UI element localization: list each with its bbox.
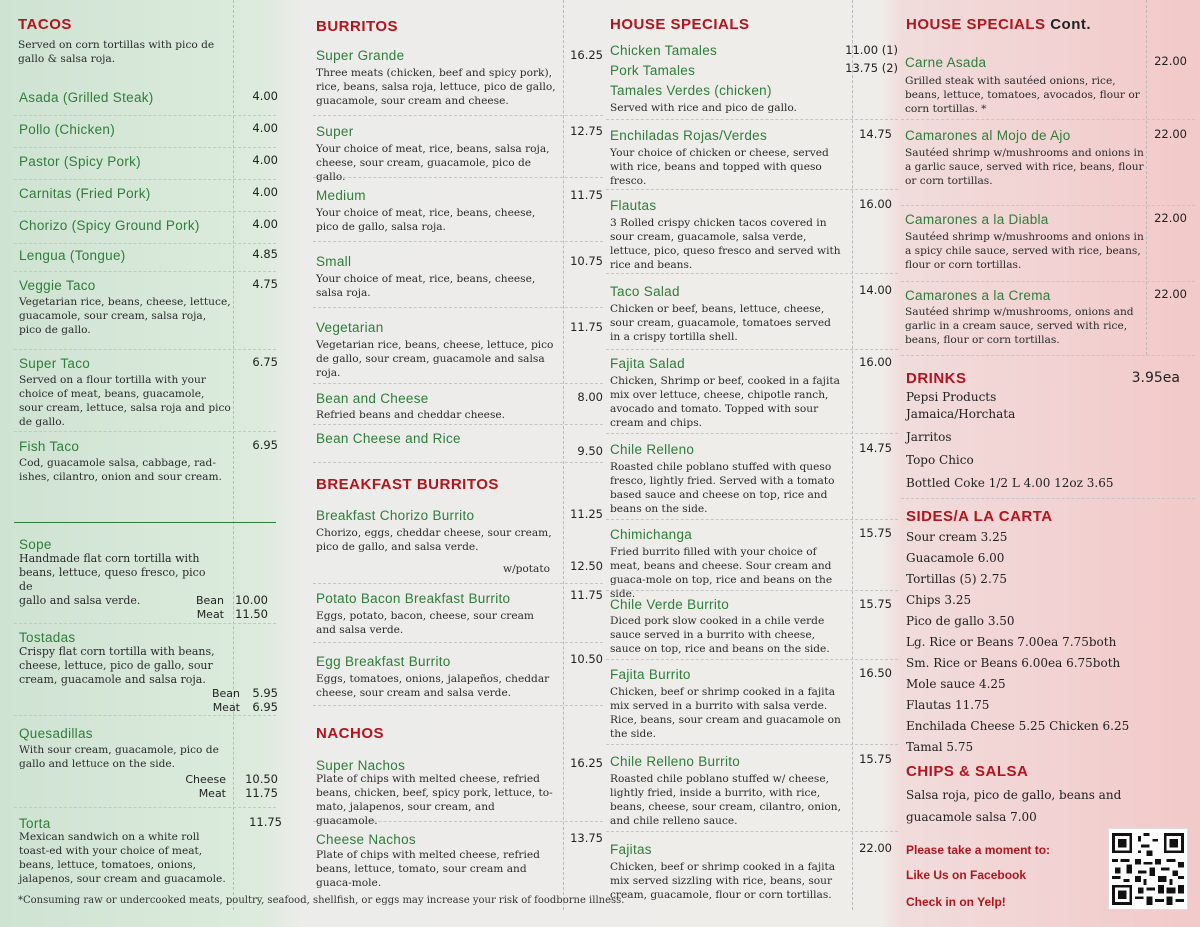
- menu-item: Chile Relleno Roasted chile poblano stuffed with queso fresco, lightly fried. Served with a tomato based sauce and cheese on top, rice and beans on the side. 14.75: [606, 438, 898, 520]
- menu-item: Asada (Grilled Steak) 4.00: [14, 86, 276, 116]
- menu-item: Super Your choice of meat, rice, beans, salsa roja, cheese, sour cream, guacamole, pico de gallo. 12.75: [313, 120, 603, 178]
- side-item: Enchilada Cheese 5.25 Chicken 6.25: [906, 719, 1130, 733]
- side-item: Chips 3.25: [906, 593, 972, 607]
- menu-item: Veggie Taco Vegetarian rice, beans, cheese, lettuce, guacamole, sour cream, salsa roja, pico de gallo. 4.75: [14, 274, 276, 350]
- drink-item: Jarritos: [906, 430, 952, 444]
- qr-code-icon[interactable]: [1108, 828, 1188, 910]
- menu-item-tamales: Chicken Tamales 11.00 (1) Pork Tamales 13.75 (2) Tamales Verdes (chicken) Served with rice and pico de gallo.: [606, 40, 898, 120]
- menu-item: Flautas 3 Rolled crispy chicken tacos covered in sour cream, guacamole, salsa verde, lettuce, pico, queso fresco and served with rice and beans. 16.00: [606, 194, 898, 274]
- side-item: Mole sauce 4.25: [906, 677, 1006, 691]
- menu-item: Bean and Cheese Refried beans and cheddar cheese. 8.00: [313, 387, 603, 425]
- menu-item: Fajita Salad Chicken, Shrimp or beef, cooked in a fajita mix over lettuce, cheese, chipotle ranch, avocado and tomato. Topped with sour cream and chips. 16.00: [606, 352, 898, 434]
- menu-item: Fajitas Chicken, beef or shrimp cooked in a fajita mix served sizzling with rice, beans, sour cream, guacamole, flour or corn tortillas. 22.00: [610, 841, 892, 901]
- menu-item: Camarones a la Diabla Sautéed shrimp w/mushrooms and onions in a spicy chile sauce, served with rice, beans, flour or corn tortillas. 22.00: [901, 208, 1195, 282]
- chips-salsa-heading: CHIPS & SALSA: [906, 763, 1029, 780]
- menu-item: Chimichanga Fried burrito filled with your choice of meat, beans and cheese. Sour cream and guaca-mole on top, rice and beans on the side. 15.75: [606, 523, 898, 591]
- menu-item: Fish Taco Cod, guacamole salsa, cabbage, rad-ishes, cilantro, onion and sour cream. 6.95: [19, 438, 278, 483]
- drinks-heading: DRINKS: [906, 370, 967, 387]
- side-item: Sm. Rice or Beans 6.00ea 6.75both: [906, 656, 1121, 670]
- sides-heading: SIDES/A LA CARTA: [906, 508, 1053, 525]
- food-safety-disclaimer: *Consuming raw or undercooked meats, poultry, seafood, shellfish, or eggs may increase your risk of foodborne illness.: [18, 895, 625, 906]
- side-item: Lg. Rice or Beans 7.00ea 7.75both: [906, 635, 1117, 649]
- chips-desc: guacamole salsa 7.00: [906, 810, 1037, 824]
- burritos-column: [305, 0, 603, 927]
- yelp-link[interactable]: Check in on Yelp!: [906, 895, 1006, 909]
- menu-item: Carnitas (Fried Pork) 4.00: [14, 182, 276, 212]
- menu-item: Pastor (Spicy Pork) 4.00: [14, 150, 276, 180]
- menu-item: Cheese Nachos Plate of chips with melted cheese, refried beans, lettuce, tomato, sour cream and guaca-mole. 13.75: [316, 831, 603, 889]
- tacos-intro: Served on corn tortillas with pico de gallo & salsa roja.: [18, 39, 215, 65]
- drink-item: Bottled Coke 1/2 L 4.00 12oz 3.65: [906, 476, 1114, 490]
- menu-item: Sope Handmade flat corn tortilla with beans, lettuce, queso fresco, pico de gallo and salsa verde. Bean 10.00 Meat 11.50: [14, 534, 276, 624]
- side-item: Tortillas (5) 2.75: [906, 572, 1008, 586]
- menu-item: Lengua (Tongue) 4.85: [14, 244, 276, 272]
- burritos-heading: BURRITOS: [316, 18, 399, 35]
- section-divider: [901, 498, 1195, 499]
- menu-item: Fajita Burrito Chicken, beef or shrimp cooked in a fajita mix served in a burrito with salsa verde. Rice, beans, sour cream and guacamole on the side. 16.50: [606, 663, 898, 745]
- menu-item: Bean Cheese and Rice 9.50: [313, 427, 603, 463]
- menu-item: Chile Relleno Burrito Roasted chile poblano stuffed w/ cheese, lightly fried, inside a burrito, with rice, beans, cheese, sour cream, cilantro, onion, and chile relleno sauce. 15.75: [606, 750, 898, 832]
- house-specials-column: [600, 0, 898, 927]
- nachos-heading: NACHOS: [316, 725, 385, 742]
- side-item: Sour cream 3.25: [906, 530, 1008, 544]
- drink-item: Topo Chico: [906, 453, 974, 467]
- menu-item: Carne Asada Grilled steak with sautéed onions, rice, beans, lettuce, tomatoes, avocados, flour or corn tortillas. * 22.00: [901, 48, 1195, 120]
- menu-item: Vegetarian Vegetarian rice, beans, cheese, lettuce, pico de gallo, sour cream, guacamole and salsa roja. 11.75: [313, 316, 603, 384]
- chips-desc: Salsa roja, pico de gallo, beans and: [906, 788, 1122, 802]
- tacos-heading: TACOS: [18, 16, 72, 33]
- menu-item: Pollo (Chicken) 4.00: [14, 118, 276, 148]
- side-item: Tamal 5.75: [906, 740, 974, 754]
- drink-item: Jamaica/Horchata: [906, 407, 1016, 421]
- menu-item: Chile Verde Burrito Diced pork slow cooked in a chile verde sauce served in a burrito with cheese, sauce on top, rice and beans on the side. 15.75: [606, 594, 898, 660]
- menu-item: Enchiladas Rojas/Verdes Your choice of chicken or cheese, served with rice, beans and topped with queso fresco. 14.75: [606, 124, 898, 190]
- specials-cont-column: [895, 0, 1200, 927]
- side-item: Pico de gallo 3.50: [906, 614, 1015, 628]
- house-specials-cont-heading: HOUSE SPECIALS Cont.: [906, 16, 1092, 33]
- menu-item: Small Your choice of meat, rice, beans, cheese, salsa roja. 10.75: [313, 250, 603, 308]
- side-item: Flautas 11.75: [906, 698, 990, 712]
- menu-item: Breakfast Chorizo Burrito Chorizo, eggs, cheddar cheese, sour cream, pico de gallo, and salsa verde. 11.25 w/potato 12.50: [313, 504, 603, 584]
- section-divider: [14, 522, 276, 523]
- menu-item: Camarones al Mojo de Ajo Sautéed shrimp w/mushrooms and onions in a garlic sauce, served with rice, beans, flour or corn tortillas. 22.00: [901, 124, 1195, 206]
- menu-item: Camarones a la Crema Sautéed shrimp w/mushrooms, onions and garlic in a cream sauce, served with rice, beans, flour or corn tortillas. 22.00: [901, 284, 1195, 356]
- menu-item: Torta Mexican sandwich on a white roll toast-ed with your choice of meat, beans, lettuce, tomatoes, onions, jalapenos, sour cream and guacamole. 11.75: [19, 815, 282, 885]
- tacos-column: [0, 0, 290, 927]
- side-item: Guacamole 6.00: [906, 551, 1005, 565]
- menu-item: Chorizo (Spicy Ground Pork) 4.00: [14, 214, 276, 244]
- social-prompt: Please take a moment to:: [906, 843, 1051, 857]
- menu-item: Super Nachos Plate of chips with melted cheese, refried beans, chicken, beef, spicy pork, lettuce, to-mato, jalapenos, sour cream, and guacamole. 16.25: [313, 754, 603, 822]
- menu-item: Quesadillas With sour cream, guacamole, pico de gallo and lettuce on the side. Cheese 10.50 Meat 11.75: [14, 720, 276, 808]
- drink-item: Pepsi Products: [906, 390, 997, 404]
- menu-item: Tostadas Crispy flat corn tortilla with beans, cheese, lettuce, pico de gallo, sour cream, guacamole and salsa roja. Bean 5.95 Meat 6.95: [14, 626, 276, 716]
- facebook-link[interactable]: Like Us on Facebook: [906, 868, 1027, 882]
- house-specials-heading: HOUSE SPECIALS: [610, 16, 750, 33]
- menu-item: Egg Breakfast Burrito Eggs, tomatoes, onions, jalapeños, cheddar cheese, sour cream and salsa verde. 10.50: [313, 650, 603, 706]
- menu-item: Potato Bacon Breakfast Burrito Eggs, potato, bacon, cheese, sour cream and salsa verde. 11.75: [313, 587, 603, 643]
- menu-item: Taco Salad Chicken or beef, beans, lettuce, cheese, sour cream, guacamole, tomatoes served in a crispy tortilla shell. 14.00: [606, 280, 898, 350]
- menu-item: Super Taco Served on a flour tortilla with your choice of meat, beans, guacamole, sour cream, lettuce, salsa roja and pico de gallo. 6.75: [14, 352, 276, 432]
- drinks-price: 3.95ea: [1131, 370, 1180, 386]
- menu-item: Super Grande Three meats (chicken, beef and spicy pork), rice, beans, salsa roja, lettuce, pico de gallo, guacamole, sour cream and cheese. 16.25: [313, 44, 603, 116]
- breakfast-burritos-heading: BREAKFAST BURRITOS: [316, 476, 499, 493]
- menu-item: Medium Your choice of meat, rice, beans, cheese, pico de gallo, salsa roja. 11.75: [313, 184, 603, 242]
